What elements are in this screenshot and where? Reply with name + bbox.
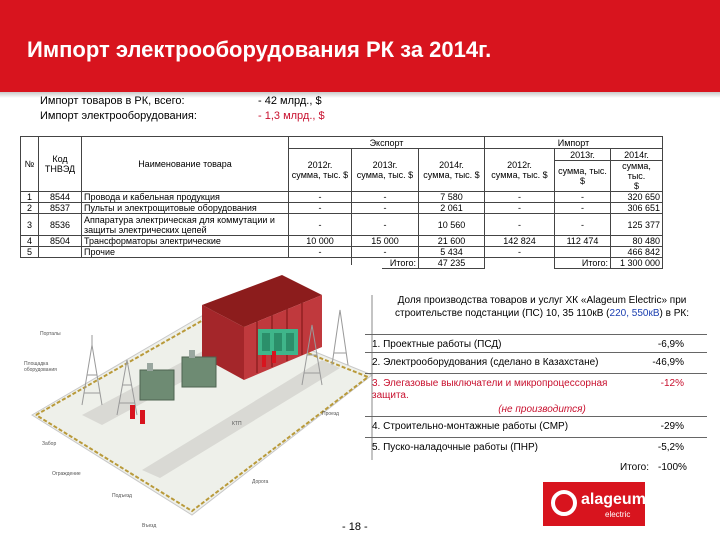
cell-export-2014: 2 061	[419, 203, 485, 214]
svg-text:Ограждение: Ограждение	[52, 471, 81, 477]
cell-code: 8504	[39, 236, 82, 247]
cell-import-2012: -	[485, 247, 555, 258]
svg-text:Проезд: Проезд	[322, 411, 339, 417]
import-total-value: 1 300 000	[611, 258, 663, 269]
cell-import-2014: 80 480	[611, 236, 663, 247]
summary-goods-value: - 42 млрд., $	[258, 95, 322, 107]
cell-import-2013: -	[555, 192, 611, 203]
summary-elec-label: Импорт электрооборудования:	[40, 110, 197, 122]
cell-num: 4	[21, 236, 39, 247]
table-header-row	[21, 137, 663, 149]
cell-export-2012: -	[289, 192, 352, 203]
import-export-table	[20, 136, 663, 269]
share-intro: Доля производства товаров и услуг ХК «Alageum Electric» при строительстве подстанции (ПС) 10, 35 110кВ (220, 550кВ) в РК:	[395, 295, 689, 319]
cell-export-2014: 7 580	[419, 192, 485, 203]
cell-export-2012: -	[289, 247, 352, 258]
cell-code: 8537	[39, 203, 82, 214]
table-row	[21, 247, 663, 258]
cell-export-2014: 5 434	[419, 247, 485, 258]
summary-goods-label: Импорт товаров в РК, всего:	[40, 95, 185, 107]
summary-elec-value: - 1,3 млрд., $	[258, 110, 325, 122]
page-number: - 18 -	[342, 521, 368, 533]
table-row	[21, 192, 663, 203]
cell-export-2012: -	[289, 203, 352, 214]
cell-name: Трансформаторы электрические	[82, 236, 289, 247]
svg-text:Забор: Забор	[42, 441, 57, 447]
cell-name: Прочие	[82, 247, 289, 258]
cell-import-2013	[555, 247, 611, 258]
export-2012-header: 2012г. сумма, тыс. $	[289, 149, 352, 192]
import-2014-unit: сумма, тыс. $	[611, 161, 663, 192]
cell-num: 2	[21, 203, 39, 214]
cell-import-2014: 125 377	[611, 214, 663, 236]
header-code: Код ТНВЭД	[39, 137, 82, 192]
header-export: Экспорт	[289, 137, 485, 149]
cell-export-2014: 10 560	[419, 214, 485, 236]
cell-code: 8544	[39, 192, 82, 203]
cell-code: 8536	[39, 214, 82, 236]
cell-export-2013: -	[352, 247, 419, 258]
svg-text:Площадка: Площадка	[24, 361, 49, 367]
cell-export-2012: -	[289, 214, 352, 236]
share-total-label: Итого:	[620, 462, 649, 473]
header-num: №	[21, 137, 39, 192]
cell-import-2012: 142 824	[485, 236, 555, 247]
export-total-value: 47 235	[419, 258, 485, 269]
cell-import-2014: 466 842	[611, 247, 663, 258]
cell-export-2012: 10 000	[289, 236, 352, 247]
cell-import-2012: -	[485, 203, 555, 214]
header-import: Импорт	[485, 137, 663, 149]
cell-import-2013: -	[555, 214, 611, 236]
logo-mark-icon	[551, 490, 577, 516]
page-title: Импорт электрооборудования РК за 2014г.	[27, 37, 492, 62]
cell-export-2013: -	[352, 203, 419, 214]
export-2013-header: 2013г. сумма, тыс. $	[352, 149, 419, 192]
cell-export-2013: 15 000	[352, 236, 419, 247]
cell-name: Провода и кабельная продукция	[82, 192, 289, 203]
export-total-label: Итого:	[352, 258, 419, 269]
cell-num: 5	[21, 247, 39, 258]
substation-illustration	[22, 265, 382, 535]
cell-num: 1	[21, 192, 39, 203]
cell-import-2014: 320 650	[611, 192, 663, 203]
alageum-logo: alageum electric	[543, 482, 645, 526]
cell-name: Пульты и электрощитовые оборудования	[82, 203, 289, 214]
table-row	[21, 236, 663, 247]
import-2012-header: 2012г. сумма, тыс. $	[485, 149, 555, 192]
import-2013-unit: сумма, тыс. $	[555, 161, 611, 192]
svg-text:Подъезд: Подъезд	[112, 493, 132, 499]
svg-text:оборудования: оборудования	[24, 367, 57, 373]
header-bar	[0, 0, 720, 92]
import-2013-year: 2013г.	[555, 149, 611, 161]
share-total-value: -100%	[658, 462, 687, 473]
table-row	[21, 214, 663, 236]
import-total-label: Итого:	[555, 258, 611, 269]
import-2014-year: 2014г.	[611, 149, 663, 161]
cell-import-2012: -	[485, 214, 555, 236]
cell-import-2012: -	[485, 192, 555, 203]
cell-export-2014: 21 600	[419, 236, 485, 247]
svg-text:Въезд: Въезд	[142, 523, 157, 529]
not-produced-note: (не производится)	[498, 404, 586, 415]
svg-text:Порталы: Порталы	[40, 331, 61, 337]
cell-export-2013: -	[352, 214, 419, 236]
cell-name: Аппаратура электрическая для коммутации и защиты электрических цепей	[82, 214, 289, 236]
table-row	[21, 203, 663, 214]
cell-code	[39, 247, 82, 258]
cell-import-2014: 306 651	[611, 203, 663, 214]
cell-export-2013: -	[352, 192, 419, 203]
cell-num: 3	[21, 214, 39, 236]
cell-import-2013: -	[555, 203, 611, 214]
export-2014-header: 2014г. сумма, тыс. $	[419, 149, 485, 192]
cell-import-2013: 112 474	[555, 236, 611, 247]
svg-text:КТП: КТП	[232, 421, 242, 427]
svg-text:Дорога: Дорога	[252, 479, 269, 485]
header-name: Наименование товара	[82, 137, 289, 192]
